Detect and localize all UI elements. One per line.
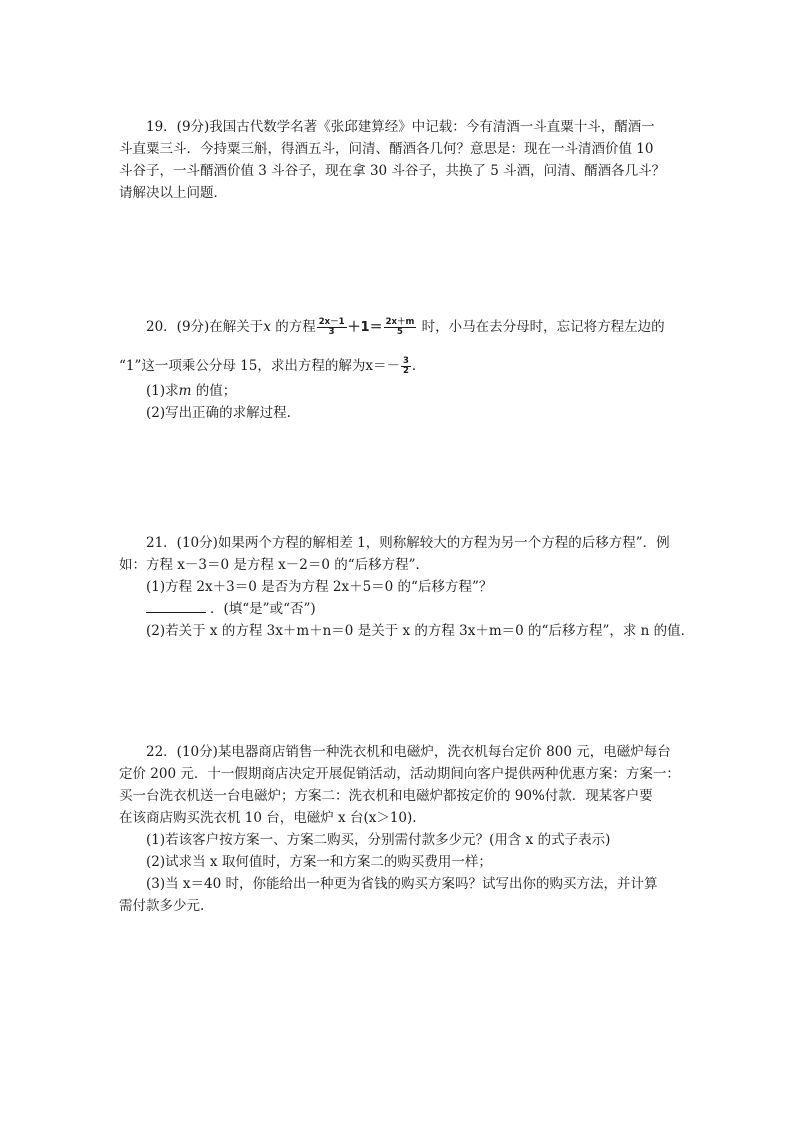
problem-22-line-1: 22．(10分)某电器商店销售一种洗衣机和电磁炉，洗衣机每台定价 800 元，电磁炉每台 [146,744,671,760]
problem-20-prefix: 20．(9分)在解关于 [146,319,264,335]
answer-hint: ．(填“是”或“否”) [210,601,316,617]
problem-22 [119,741,679,917]
fraction-3-over-2 [401,357,411,376]
sub-1-prefix: (1)求 [146,383,179,399]
problem-20-variable-x: x [263,319,271,335]
problem-22-sub-1: (1)若该客户按方案一、方案二购买，分别需付款多少元？(用含 x 的式子表示) [146,832,611,848]
problem-20-line-1 [119,312,679,342]
problem-22-line-2: 定价 200 元．十一假期商店决定开展促销活动，活动期间向客户提供两种优惠方案：方案一： [119,766,680,782]
sub-1-suffix: 的值； [191,383,237,399]
plus-one-equals: ＋1＝ [347,320,383,335]
problem-19 [119,116,679,204]
answer-blank[interactable] [146,598,206,613]
problem-20-line-2-prefix: “1”这一项乘公分母 15，求出方程的解为x＝－ [119,358,400,374]
fraction-2x-minus-1-over-3 [317,318,347,337]
problem-22-sub-2: (2)试求当 x 取何值时，方案一和方案二的购买费用一样； [146,854,492,870]
fraction-denominator: 3 [328,327,335,337]
problem-19-line-2: 斗直粟三斗．今持粟三斛，得酒五斗，问清、醑酒各几何？意思是：现在一斗清酒价值 10 [119,141,654,157]
problem-20-sub-2: (2)写出正确的求解过程. [146,405,291,421]
problem-22-line-3: 买一台洗衣机送一台电磁炉；方案二：洗衣机和电磁炉都按定价的 90%付款．现某客户要 [119,788,653,804]
problem-20-line-2-suffix: ． [411,358,426,374]
fraction-numerator: 2x－1 [318,317,345,327]
problem-19-line-3: 斗谷子，一斗醑酒价值 3 斗谷子，现在拿 30 斗谷子，共换了 5 斗酒，问清、醑酒各几斗？ [119,163,666,179]
problem-22-sub-3: (3)当 x＝40 时，你能给出一种更为省钱的购买方案吗？试写出你的购买方法，并计算 [146,876,658,892]
problem-22-sub-3-line-2: 需付款多少元. [119,898,205,914]
problem-21-sub-1-answer [119,598,679,620]
problem-21-sub-2: (2)若关于 x 的方程 3x＋m＋n＝0 是关于 x 的方程 3x＋m＝0 的“后移方程”，求 n 的值． [146,623,695,639]
problem-20 [119,312,679,424]
fraction-numerator: 2x＋m [385,317,415,327]
fraction-2x-plus-m-over-5 [384,318,417,337]
problem-19-line-1: 19．(9分)我国古代数学名著《张邱建算经》中记载：今有清酒一斗直粟十斗，醑酒一 [146,119,655,135]
fraction-numerator: 3 [402,356,409,366]
problem-21 [119,532,695,642]
problem-22-line-4: 在该商店购买洗衣机 10 台，电磁炉 x 台(x＞10). [119,810,417,826]
fraction-denominator: 5 [397,327,403,337]
problem-20-suffix: 时，小马在去分母时，忘记将方程左边的 [417,319,665,335]
problem-21-line-2: 如：方程 x－3＝0 是方程 x－2＝0 的“后移方程”． [119,557,430,573]
problem-21-sub-1: (1)方程 2x＋3＝0 是否为方程 2x＋5＝0 的“后移方程”？ [146,579,493,595]
problem-20-line-2 [119,352,679,380]
sub-1-variable-m: m [178,383,192,399]
problem-21-line-1: 21．(10分)如果两个方程的解相差 1，则称解较大的方程为另一个方程的后移方程”．例 [146,535,670,551]
fraction-denominator: 2 [402,366,409,376]
problem-19-line-4: 请解决以上问题． [119,185,227,201]
problem-20-sub-1 [119,380,679,402]
problem-20-mid: 的方程 [270,319,316,335]
